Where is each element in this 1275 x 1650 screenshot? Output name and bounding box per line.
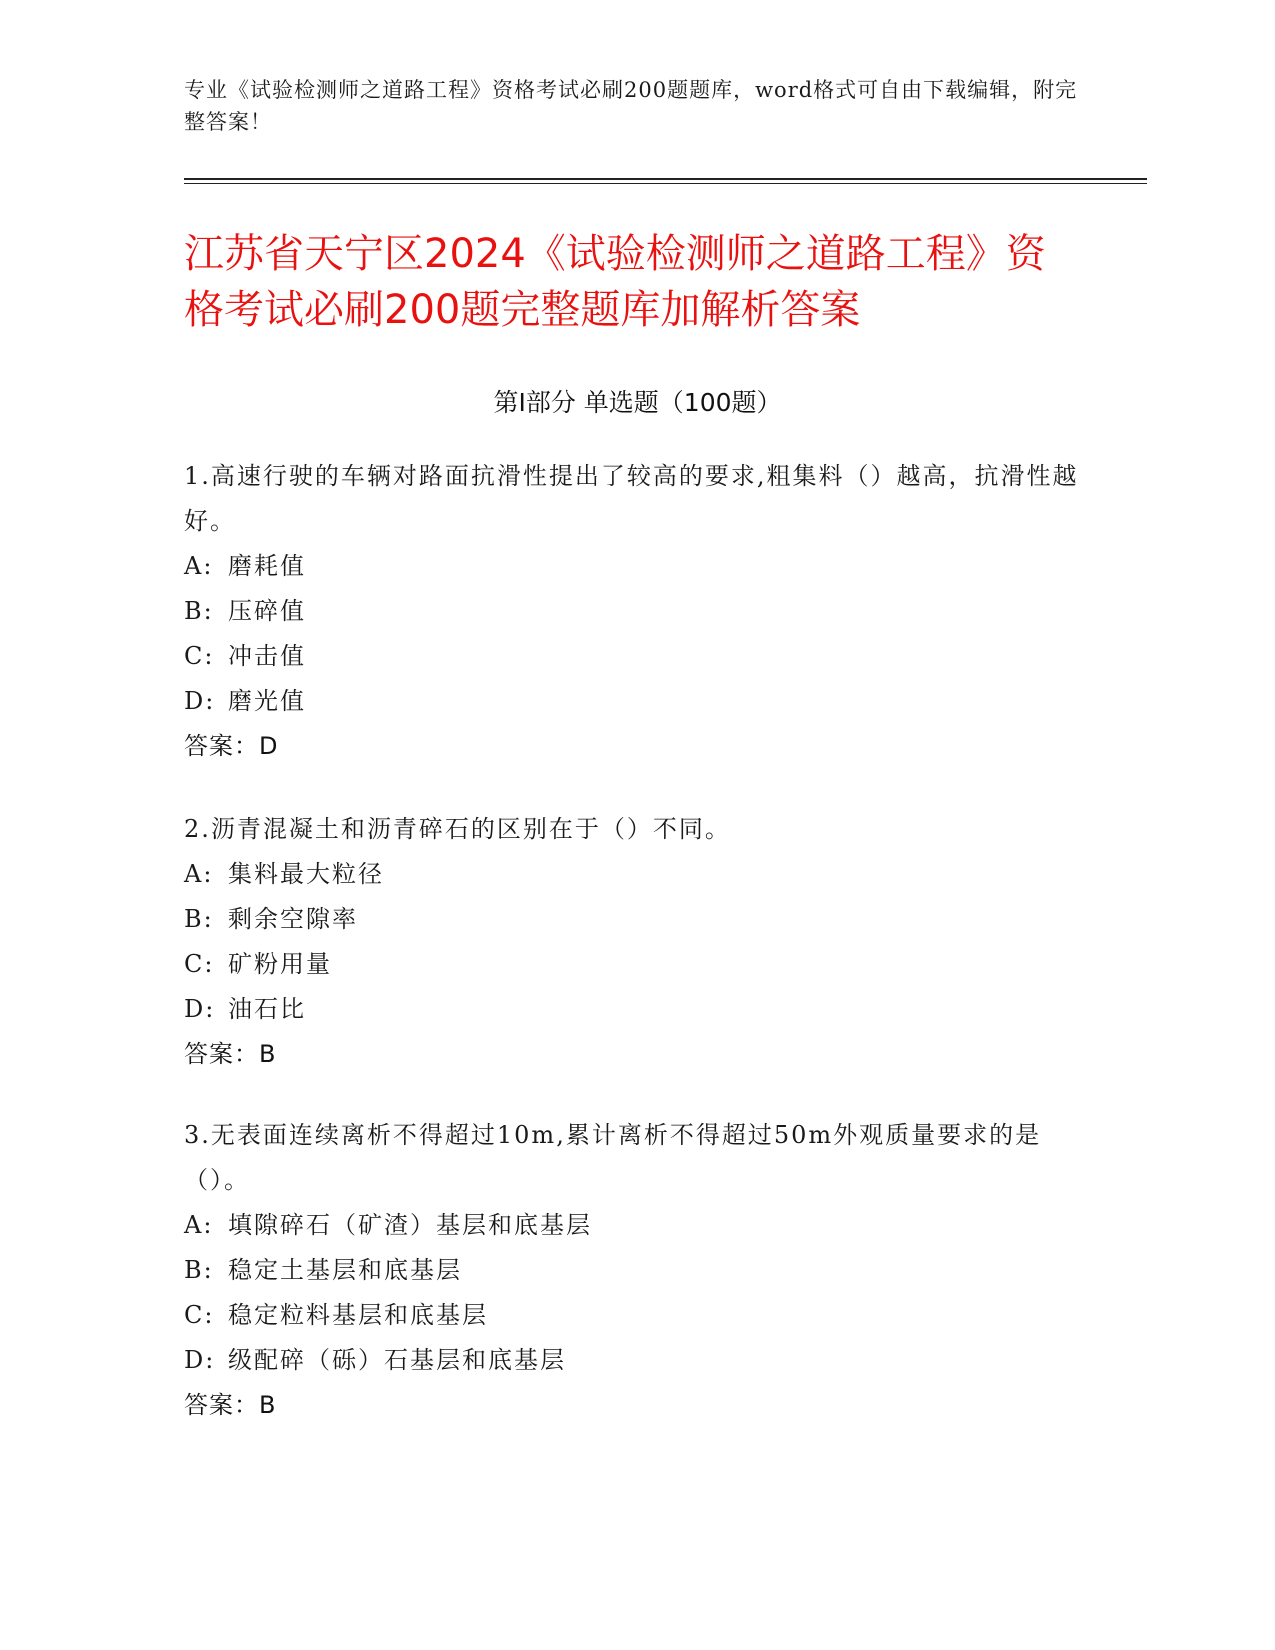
option-a <box>184 1203 1084 1248</box>
option-text: 矿粉用量 <box>228 950 332 978</box>
header-divider-thin <box>184 183 1147 184</box>
option-letter: D: <box>184 687 216 715</box>
option-letter: A: <box>184 552 214 580</box>
question-text: 1.高速行驶的车辆对路面抗滑性提出了较高的要求,粗集料（）越高，抗滑性越好。 <box>184 462 1079 535</box>
document-title: 江苏省天宁区2024《试验检测师之道路工程》资格考试必刷200题完整题库加解析答案 <box>184 231 1046 333</box>
option-a <box>184 544 1084 589</box>
option-c <box>184 942 1084 987</box>
section-title: 第Ⅰ部分 单选题（100题） <box>493 388 782 417</box>
question-1 <box>184 454 1084 769</box>
option-text: 油石比 <box>228 995 306 1023</box>
question-text: 3.无表面连续离析不得超过10m,累计离析不得超过50m外观质量要求的是（）。 <box>184 1121 1042 1194</box>
option-c <box>184 634 1084 679</box>
option-d <box>184 1338 1084 1383</box>
header-divider-thick <box>184 178 1147 180</box>
option-d <box>184 679 1084 724</box>
option-letter: A: <box>184 1211 214 1239</box>
option-letter: B: <box>184 1256 214 1284</box>
option-text: 冲击值 <box>228 642 306 670</box>
option-letter: D: <box>184 995 216 1023</box>
option-letter: C: <box>184 642 215 670</box>
option-text: 剩余空隙率 <box>228 905 358 933</box>
header-note: 专业《试验检测师之道路工程》资格考试必刷200题题库，word格式可自由下载编辑，附完整答案！ <box>184 78 1078 134</box>
option-letter: B: <box>184 597 214 625</box>
option-letter: D: <box>184 1346 216 1374</box>
answer: 答案：D <box>184 732 279 760</box>
option-text: 压碎值 <box>228 597 306 625</box>
option-text: 稳定粒料基层和底基层 <box>228 1301 488 1329</box>
option-letter: C: <box>184 950 215 978</box>
option-d <box>184 987 1084 1032</box>
answer: 答案：B <box>184 1391 277 1419</box>
option-letter: B: <box>184 905 214 933</box>
option-text: 稳定土基层和底基层 <box>228 1256 462 1284</box>
option-text: 级配碎（砾）石基层和底基层 <box>228 1346 566 1374</box>
option-letter: C: <box>184 1301 215 1329</box>
option-text: 磨耗值 <box>228 552 306 580</box>
answer: 答案：B <box>184 1040 277 1068</box>
option-a <box>184 852 1084 897</box>
option-letter: A: <box>184 860 214 888</box>
option-text: 磨光值 <box>228 687 306 715</box>
option-c <box>184 1293 1084 1338</box>
option-b <box>184 589 1084 634</box>
option-b <box>184 897 1084 942</box>
option-b <box>184 1248 1084 1293</box>
option-text: 填隙碎石（矿渣）基层和底基层 <box>228 1211 592 1239</box>
question-text: 2.沥青混凝土和沥青碎石的区别在于（）不同。 <box>184 815 731 843</box>
question-3 <box>184 1113 1084 1428</box>
option-text: 集料最大粒径 <box>228 860 384 888</box>
question-2 <box>184 807 1084 1077</box>
